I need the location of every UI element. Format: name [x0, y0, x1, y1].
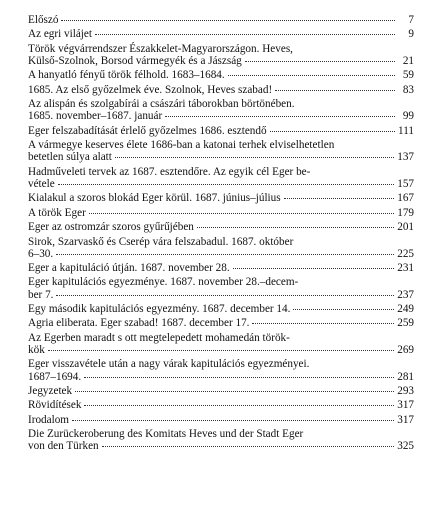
toc-entry-row [28, 440, 414, 452]
toc-page-number: 237 [397, 288, 414, 301]
toc-entry-row [28, 385, 414, 397]
dot-leader [284, 198, 395, 199]
toc-entry-title-line: Eger visszavétele után a nagy várak kapitulációs egyezményei. [28, 358, 310, 371]
toc-entry-title-line: von den Türken [28, 440, 99, 453]
dot-leader [245, 61, 395, 62]
toc-page-number: 249 [397, 303, 414, 316]
dot-leader [84, 377, 394, 378]
toc-page-number: 317 [397, 413, 414, 426]
toc-entry-title-line: Rövidítések [28, 399, 82, 412]
toc-entry-title-line: 1687–1694. [28, 370, 82, 383]
toc-entry-row [28, 84, 414, 96]
toc-entry [28, 98, 414, 122]
dot-leader [115, 157, 394, 158]
toc-entry-row [28, 14, 414, 26]
toc-entry-title-line: betetlen súlya alatt [28, 151, 112, 164]
toc-page-number: 9 [408, 28, 414, 41]
toc-entry-title-line: Egy második kapitulációs egyezmény. 1687. december 14. [28, 303, 291, 316]
toc-entry [28, 14, 414, 26]
toc-entry-title-line: Az alispán és szolgabírái a császári táborokban börtönében. [28, 98, 295, 111]
toc-entry-title-line: 6–30. [28, 247, 54, 260]
toc-page-number: 293 [397, 385, 414, 398]
toc-entry-row [28, 110, 414, 122]
toc-page-number: 21 [402, 54, 414, 67]
toc-entry-title-line: kök [28, 344, 45, 357]
toc-entry [28, 276, 414, 300]
dot-leader [58, 184, 395, 185]
toc-entry-row [28, 399, 414, 411]
toc-entry-row [28, 344, 414, 356]
toc-entry-title-line: A vármegye keserves élete 1686-ban a katonai terhek elviselhetetlen [28, 139, 335, 152]
toc-entry [28, 303, 414, 315]
toc-entry-row [28, 151, 414, 163]
toc-entry [28, 69, 414, 81]
dot-leader [48, 350, 394, 351]
toc-page-number: 111 [398, 124, 414, 137]
dot-leader [233, 268, 395, 269]
toc-entry [28, 125, 414, 137]
toc-entry-title-line: Die Zurückeroberung des Komitats Heves und der Stadt Eger [28, 428, 304, 441]
toc-entry [28, 317, 414, 329]
toc-page-number: 179 [397, 206, 414, 219]
toc-entry-title-line: Eger a kapituláció útján. 1687. november 28. [28, 262, 230, 275]
toc-entry-row [28, 221, 414, 233]
toc-entry [28, 192, 414, 204]
toc-entry-row [28, 414, 414, 426]
toc-entry [28, 399, 414, 411]
toc-page-number: 269 [397, 344, 414, 357]
toc-entry [28, 414, 414, 426]
toc-page-number: 167 [397, 192, 414, 205]
dot-leader [270, 131, 395, 132]
toc-entry-title-line: Az egri vilájet [28, 28, 92, 41]
toc-entry-title-line: Az Egerben maradt s ott megtelepedett mohamedán török- [28, 331, 290, 344]
toc-entry-title-line: Előszó [28, 14, 59, 26]
toc-entry-row [28, 192, 414, 204]
toc-entry-row [28, 262, 414, 274]
toc-entry-row [28, 317, 414, 329]
toc-entry [28, 236, 414, 260]
toc-entry-row [28, 371, 414, 383]
dot-leader [56, 254, 394, 255]
dot-leader [228, 75, 395, 76]
toc-entry-title-line: Eger kapitulációs egyezménye. 1687. november 28.–decem- [28, 276, 299, 289]
toc-entry-title-line: Török végvárrendszer Északkelet-Magyarországon. Heves, [28, 42, 293, 55]
toc-entry-title-line: Jegyzetek [28, 385, 73, 398]
toc-entry-title-line: Sirok, Szarvaskő és Cserép vára felszabadul. 1687. október [28, 235, 294, 248]
toc-page-number: 137 [397, 151, 414, 164]
toc-page-number: 83 [402, 83, 414, 96]
toc-page-number: 225 [397, 247, 414, 260]
toc-entry [28, 84, 414, 96]
toc-entry-title-line: A hanyatló fényű török félhold. 1683–1684. [28, 69, 225, 82]
dot-leader [95, 34, 395, 35]
toc-entry [28, 139, 414, 163]
toc-entry [28, 221, 414, 233]
toc-entry-title-line: Eger az ostromzár szoros gyűrűjében [28, 221, 194, 234]
toc-entry [28, 28, 414, 40]
dot-leader [102, 446, 395, 447]
dot-leader [165, 116, 395, 117]
toc-entry [28, 166, 414, 190]
dot-leader [75, 391, 394, 392]
toc-entry-title-line: Hadműveleti tervek az 1687. esztendőre. Az egyik cél Eger be- [28, 165, 311, 178]
toc-entry-row [28, 303, 414, 315]
toc-page-number: 157 [397, 177, 414, 190]
toc-entry-title-line: ber 7. [28, 288, 54, 301]
toc-entry-title-line: Agria eliberata. Eger szabad! 1687. december 17. [28, 317, 250, 330]
dot-leader [72, 420, 394, 421]
toc-entry-title-line: Külső-Szolnok, Borsod vármegyék és a Jászság [28, 54, 242, 67]
toc-page-number: 325 [397, 440, 414, 453]
dot-leader [293, 309, 394, 310]
toc-entry-title-line: 1685. november–1687. január [28, 110, 163, 123]
toc-page-number: 259 [397, 317, 414, 330]
dot-leader [89, 213, 394, 214]
toc-entry [28, 332, 414, 356]
toc-page-number: 99 [402, 110, 414, 123]
toc-entry [28, 428, 414, 452]
toc-entry [28, 385, 414, 397]
toc-entry-row [28, 125, 414, 137]
toc-entry-row [28, 28, 414, 40]
toc-page-number: 231 [397, 262, 414, 275]
toc-entry-title-line: 1685. Az első győzelmek éve. Szolnok, Heves szabad! [28, 83, 273, 96]
toc-entry-row [28, 69, 414, 81]
dot-leader [275, 90, 395, 91]
dot-leader [56, 295, 394, 296]
toc-entry-row [28, 55, 414, 67]
toc-page-number: 7 [408, 14, 414, 26]
toc-page-number: 281 [397, 370, 414, 383]
table-of-contents [28, 14, 414, 455]
toc-entry [28, 207, 414, 219]
toc-entry-title-line: Irodalom [28, 413, 70, 426]
toc-entry [28, 358, 414, 382]
toc-entry [28, 262, 414, 274]
dot-leader [61, 20, 395, 21]
toc-entry-title-line: A török Eger [28, 206, 86, 219]
toc-entry-title-line: vétele [28, 177, 55, 190]
toc-entry-row [28, 289, 414, 301]
toc-page-number: 317 [397, 399, 414, 412]
toc-entry-title-line: Eger felszabadítását érlelő győzelmes 1686. esztendő [28, 124, 267, 137]
dot-leader [197, 227, 394, 228]
toc-page-number: 59 [402, 69, 414, 82]
toc-entry-row [28, 207, 414, 219]
toc-page-number: 201 [397, 221, 414, 234]
toc-entry-row [28, 178, 414, 190]
dot-leader [252, 323, 394, 324]
dot-leader [84, 405, 394, 406]
toc-entry [28, 43, 414, 67]
toc-entry-title-line: Kialakul a szoros blokád Eger körül. 1687. június–július [28, 192, 281, 205]
toc-entry-row [28, 248, 414, 260]
